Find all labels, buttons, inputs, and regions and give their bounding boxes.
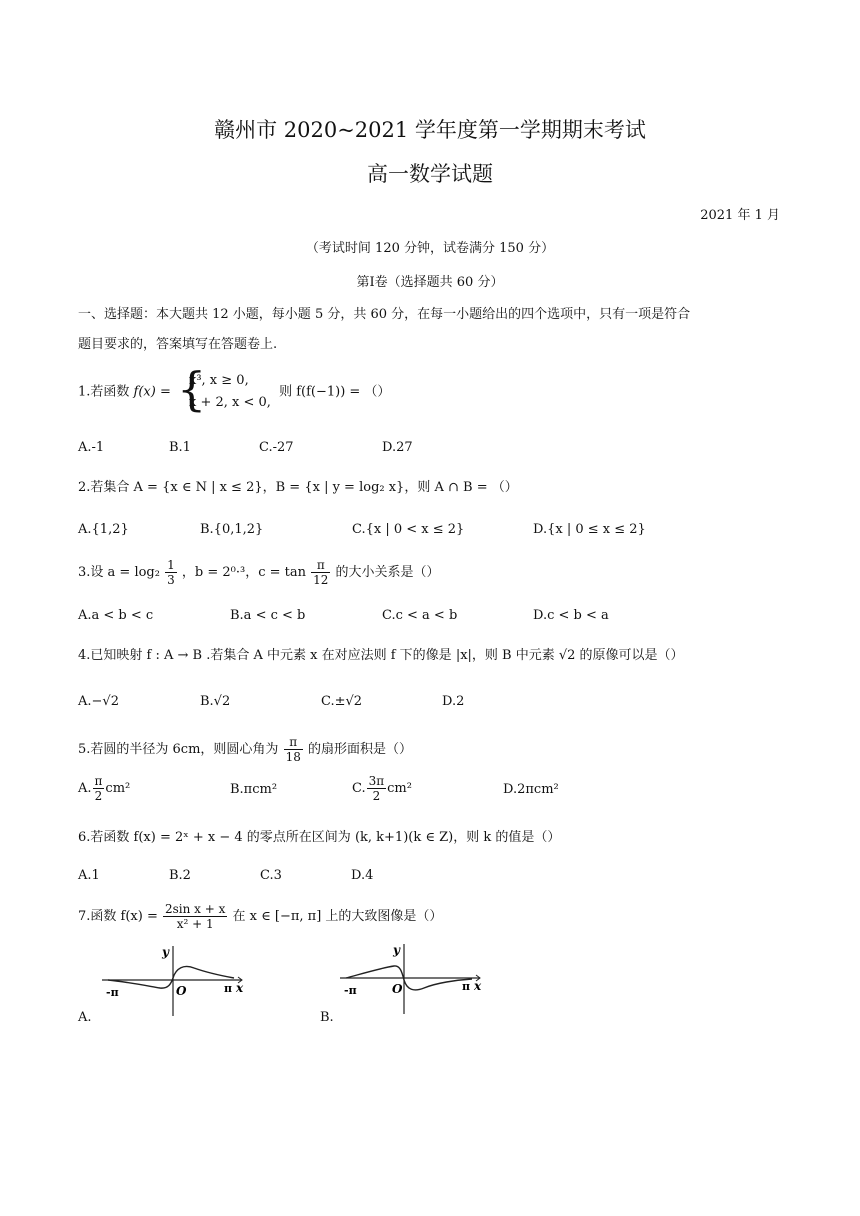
q3-option-a: A.a < b < c xyxy=(78,608,154,623)
q4-option-c: C.±√2 xyxy=(321,694,363,709)
q7b-x-label: x xyxy=(474,979,482,993)
q6-option-b: B.2 xyxy=(169,868,191,883)
q7-option-a-label: A. xyxy=(78,1010,92,1025)
q6-option-d: D.4 xyxy=(351,868,374,883)
question-6: 6.若函数 f(x) = 2ˣ + x − 4 的零点所在区间为 (k, k+1)(k ∈ Z)，则 k 的值是（） xyxy=(78,830,561,845)
exam-date: 2021 年 1 月 xyxy=(700,208,780,223)
q3-option-c: C.c < a < b xyxy=(382,608,458,623)
q7a-origin-label: O xyxy=(176,984,187,998)
q7a-neg-pi-label: -π xyxy=(106,986,119,999)
q2-option-b: B.{0,1,2} xyxy=(200,522,264,537)
q7-option-b-label: B. xyxy=(320,1010,334,1025)
q6-option-c: C.3 xyxy=(260,868,282,883)
q5-option-a: A. $\frac{\pi}{2}$ cm² xyxy=(78,774,131,803)
question-7: 7.函数 f(x) = $\frac{\text{2sin x + x}}{\text{x² + 1}}$ 在 x ∈ [−π, π] 上的大致图像是（） xyxy=(78,902,443,931)
q7a-pi-label: π xyxy=(224,982,233,995)
q2-option-c: C.{x | 0 < x ≤ 2} xyxy=(352,522,465,537)
question-5: 5.若圆的半径为 6cm，则圆心角为 $\frac{\pi}{18}$ 的扇形面积是（） xyxy=(78,735,412,764)
exam-info: （考试时间 120 分钟，试卷满分 150 分） xyxy=(305,241,555,256)
question-1: 1.若函数 f(x) = { x³, x ≥ 0, x + 2, x < 0, 则 f(f(−1)) = （） xyxy=(78,362,391,416)
q7-graph-a xyxy=(98,940,248,1020)
q3-option-d: D.c < b < a xyxy=(533,608,609,623)
q7b-origin-label: O xyxy=(392,982,403,996)
q6-option-a: A.1 xyxy=(78,868,100,883)
exam-subtitle: 高一数学试题 xyxy=(367,162,493,186)
q3-option-b: B.a < c < b xyxy=(230,608,306,623)
q1-option-a: A.-1 xyxy=(78,440,105,455)
q7b-neg-pi-label: -π xyxy=(344,984,357,997)
q5-option-c: C. $\frac{3\pi}{2}$ cm² xyxy=(352,774,412,803)
q7a-x-label: x xyxy=(236,981,244,995)
section-instructions-line1: 一、选择题：本大题共 12 小题，每小题 5 分，共 60 分，在每一小题给出的四个选项中，只有一项是符合 xyxy=(78,307,691,322)
q5-option-d: D.2πcm² xyxy=(503,782,559,797)
q4-option-b: B.√2 xyxy=(200,694,231,709)
question-2: 2.若集合 A = {x ∈ N | x ≤ 2}，B = {x | y = log₂ x}，则 A ∩ B = （） xyxy=(78,480,518,495)
q7b-y-label: y xyxy=(393,943,400,957)
q7b-pi-label: π xyxy=(462,980,471,993)
question-3: 3.设 a = log₂ $\frac{1}{3}$ ，b = 2⁰·³，c = tan $\frac{\pi}{12}$ 的大小关系是（） xyxy=(78,558,440,587)
q4-option-a: A.−√2 xyxy=(78,694,119,709)
q2-option-d: D.{x | 0 ≤ x ≤ 2} xyxy=(533,522,646,537)
q1-option-c: C.-27 xyxy=(259,440,294,455)
q1-option-d: D.27 xyxy=(382,440,413,455)
q1-option-b: B.1 xyxy=(169,440,191,455)
volume-heading: 第Ⅰ卷（选择题共 60 分） xyxy=(356,275,504,290)
q4-option-d: D.2 xyxy=(442,694,465,709)
question-4: 4.已知映射 f : A → B .若集合 A 中元素 x 在对应法则 f 下的像是 |x|，则 B 中元素 √2 的原像可以是（） xyxy=(78,648,684,663)
section-instructions-line2: 题目要求的，答案填写在答题卷上. xyxy=(78,337,278,352)
q7a-y-label: y xyxy=(162,945,169,959)
q5-option-b: B.πcm² xyxy=(230,782,278,797)
q7-graph-b xyxy=(336,938,486,1018)
q2-option-a: A.{1,2} xyxy=(78,522,129,537)
exam-title: 赣州市 2020~2021 学年度第一学期期末考试 xyxy=(214,118,646,142)
piecewise-definition: { x³, x ≥ 0, x + 2, x < 0, xyxy=(177,362,271,416)
